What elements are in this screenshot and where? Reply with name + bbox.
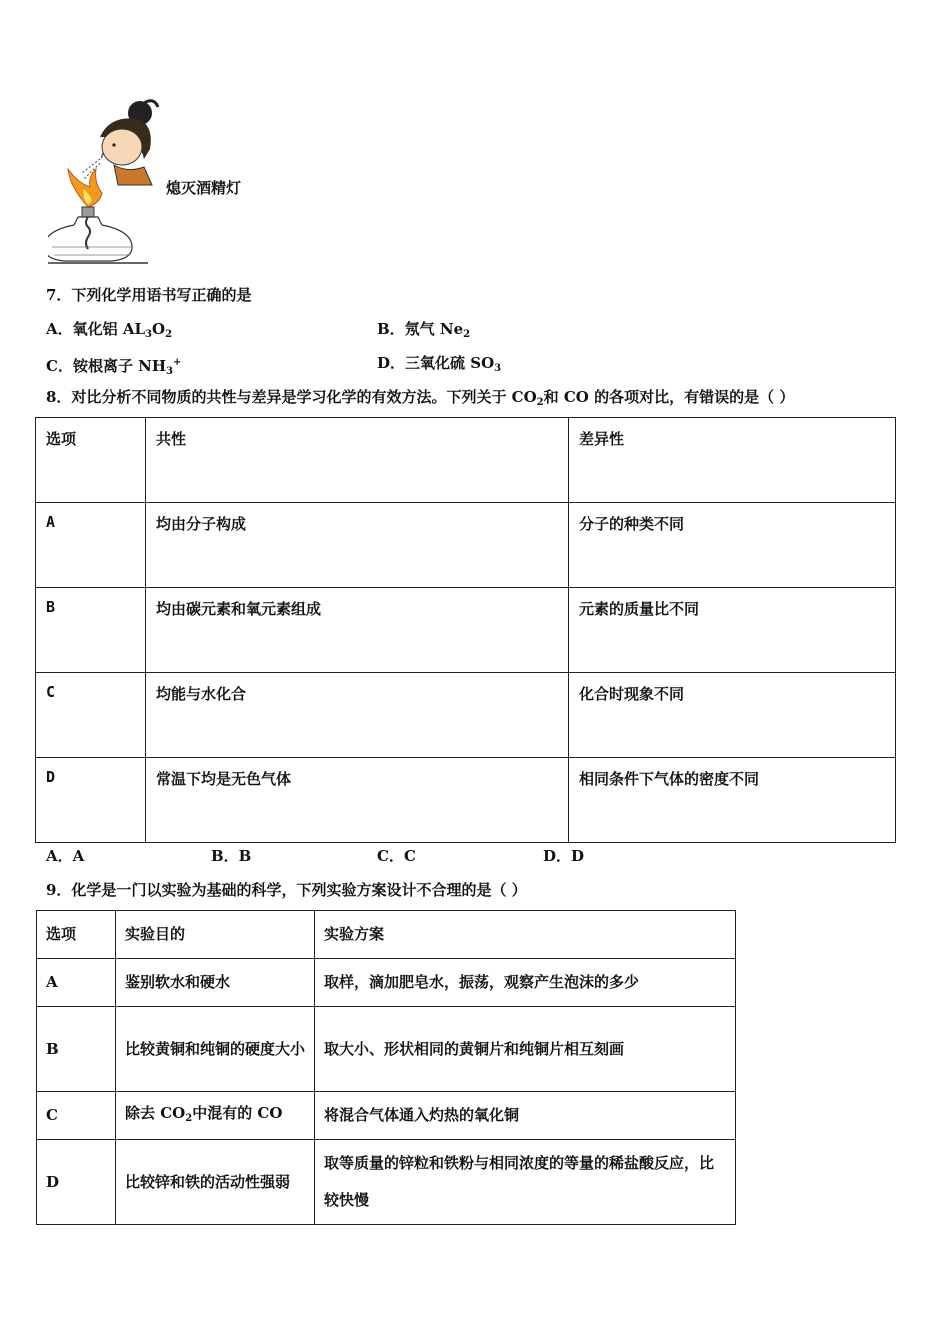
q9-row-d-plan: 取等质量的锌粒和铁粉与相同浓度的等量的稀盐酸反应，比较快慢 (315, 1140, 736, 1225)
q7-option-a-text: A．氧化铝 AL (46, 320, 146, 338)
q7-option-c[interactable] (46, 353, 181, 382)
q7-option-c-text: C．铵根离子 NH (46, 357, 167, 375)
q8-stem (46, 387, 794, 413)
q8-stem-post: 和 CO 的各项对比，有错误的是（ ） (543, 388, 795, 406)
q7-d-sub: 3 (494, 363, 502, 374)
q9-table (36, 910, 736, 1225)
q9-row-a-purpose: 鉴别软水和硬水 (116, 959, 315, 1007)
q7-option-d-text: D．三氧化硫 SO (377, 354, 495, 372)
q9-header-plan: 实验方案 (315, 911, 736, 959)
q7-option-a[interactable] (46, 319, 172, 345)
q9-row-d-option: D (37, 1140, 116, 1225)
q8-stem-pre: 8．对比分析不同物质的共性与差异是学习化学的有效方法。下列关于 CO (46, 388, 537, 406)
q8-stem-sub: 2 (536, 397, 544, 408)
table-row (37, 1140, 736, 1225)
q8-row-c-common: 均能与水化合 (146, 673, 569, 758)
q9-row-c-plan: 将混合气体通入灼热的氧化铜 (315, 1092, 736, 1140)
q8-option-d[interactable]: D．D (543, 847, 585, 865)
q8-header-difference: 差异性 (569, 418, 896, 503)
q9-row-c-purpose-post: 中混有的 CO (192, 1103, 283, 1122)
q8-option-a[interactable]: A．A (46, 847, 85, 865)
q7-option-d[interactable] (377, 353, 501, 379)
q9-stem: 9．化学是一门以实验为基础的科学，下列实验方案设计不合理的是（ ） (46, 881, 527, 899)
q8-row-b-difference: 元素的质量比不同 (569, 588, 896, 673)
q7-option-b-text: B．氖气 Ne (377, 320, 464, 338)
table-row (36, 673, 896, 758)
table-row (37, 959, 736, 1007)
q8-table (35, 417, 896, 843)
q9-row-b-purpose: 比较黄铜和纯铜的硬度大小 (116, 1007, 315, 1092)
q7-option-b[interactable] (377, 319, 470, 345)
blowing-out-lamp-illustration (48, 95, 160, 265)
q7-c-sup: + (173, 357, 182, 368)
q8-option-c[interactable]: C．C (377, 847, 416, 865)
q8-row-c-difference: 化合时现象不同 (569, 673, 896, 758)
q8-header-option: 选项 (36, 418, 146, 503)
q9-row-b-option: B (37, 1007, 116, 1092)
q9-table-header-row (37, 911, 736, 959)
q7-b-sub: 2 (463, 329, 471, 340)
table-row (36, 758, 896, 843)
q8-row-a-common: 均由分子构成 (146, 503, 569, 588)
table-row (37, 1092, 736, 1140)
q9-row-b-plan: 取大小、形状相同的黄铜片和纯铜片相互刻画 (315, 1007, 736, 1092)
q9-row-c-option: C (37, 1092, 116, 1140)
q9-header-purpose: 实验目的 (116, 911, 315, 959)
q8-table-header-row (36, 418, 896, 503)
figure-caption: 熄灭酒精灯 (166, 179, 242, 197)
q8-row-c-option: C (36, 673, 146, 758)
q8-row-d-option: D (36, 758, 146, 843)
q7-stem: 7．下列化学用语书写正确的是 (46, 286, 252, 304)
q8-option-b[interactable]: B．B (211, 847, 252, 865)
q8-row-d-common: 常温下均是无色气体 (146, 758, 569, 843)
table-row (36, 503, 896, 588)
q8-row-a-option: A (36, 503, 146, 588)
q7-a-sub2: 2 (165, 329, 173, 340)
q9-row-c-purpose-pre: 除去 CO (125, 1103, 186, 1122)
table-row (36, 588, 896, 673)
q7-a-o: O (152, 320, 166, 338)
q8-header-common: 共性 (146, 418, 569, 503)
q9-row-c-purpose (116, 1092, 315, 1140)
q9-header-option: 选项 (37, 911, 116, 959)
q9-row-d-purpose: 比较锌和铁的活动性强弱 (116, 1140, 315, 1225)
q8-row-a-difference: 分子的种类不同 (569, 503, 896, 588)
q9-row-a-option: A (37, 959, 116, 1007)
q7-c-sub: 3 (166, 366, 174, 377)
q8-row-b-common: 均由碳元素和氧元素组成 (146, 588, 569, 673)
q8-row-b-option: B (36, 588, 146, 673)
q8-row-d-difference: 相同条件下气体的密度不同 (569, 758, 896, 843)
q9-row-c-purpose-sub: 2 (185, 1112, 193, 1124)
q9-row-a-plan: 取样，滴加肥皂水，振荡，观察产生泡沫的多少 (315, 959, 736, 1007)
table-row (37, 1007, 736, 1092)
q7-a-sub1: 3 (145, 329, 153, 340)
